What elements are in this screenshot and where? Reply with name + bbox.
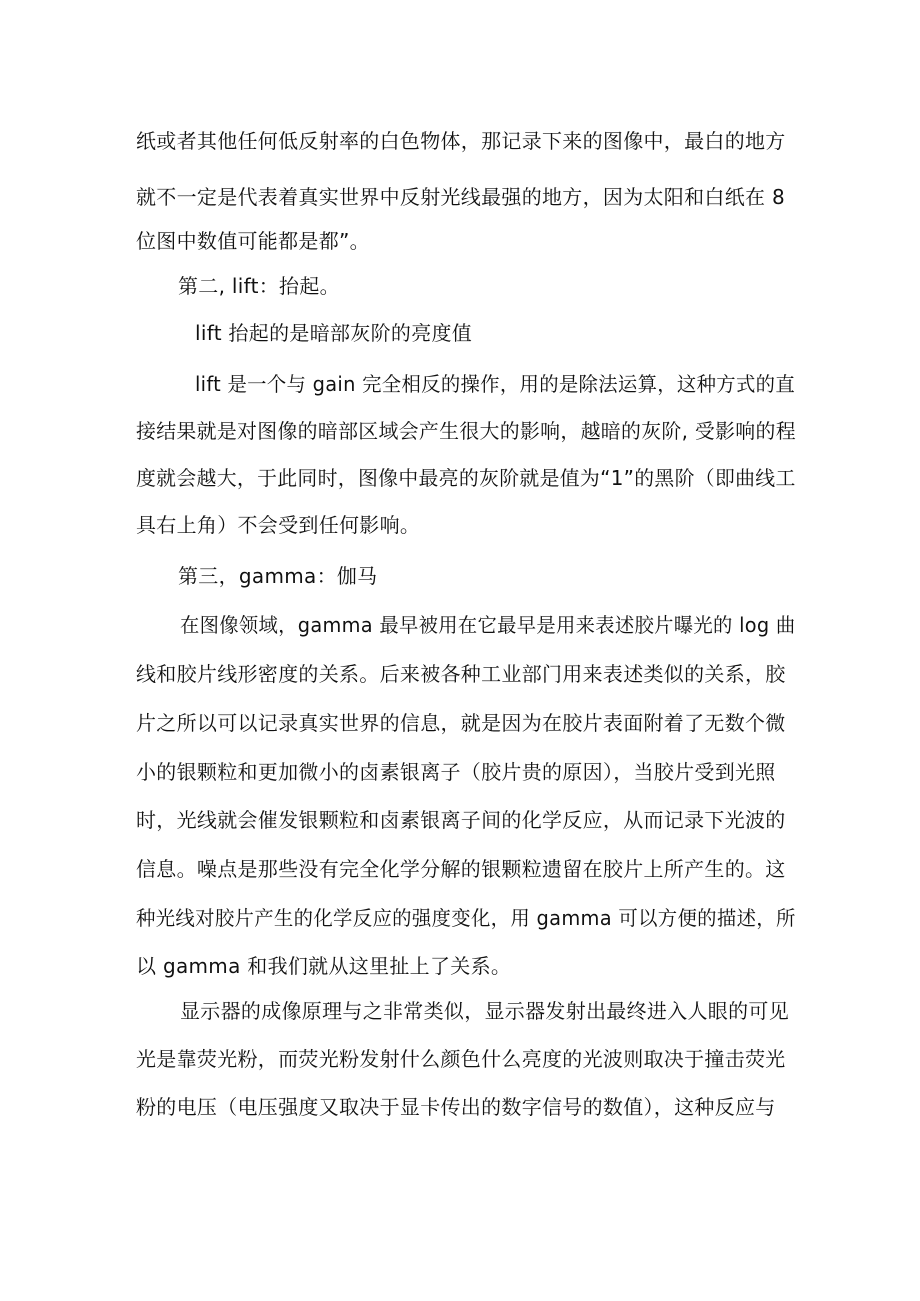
paragraph-line: 粉的电压（电压强度又取决于显卡传出的数字信号的数值），这种反应与 [136,1095,776,1119]
paragraph-line: 接结果就是对图像的暗部区域会产生很大的影响，越暗的灰阶, 受影响的程 [136,419,796,443]
paragraph-line: 就不一定是代表着真实世界中反射光线最强的地方，因为太阳和白纸在 8 [136,185,785,209]
paragraph-line: 片之所以可以记录真实世界的信息，就是因为在胶片表面附着了无数个微 [136,711,786,735]
paragraph-line: 具右上角）不会受到任何影响。 [136,513,421,537]
paragraph-line: 时，光线就会催发银颗粒和卤素银离子间的化学反应，从而记录下光波的 [136,808,786,832]
paragraph-line: 纸或者其他任何低反射率的白色物体，那记录下来的图像中，最白的地方 [136,129,786,153]
paragraph-line: 度就会越大，于此同时，图像中最亮的灰阶就是值为“1”的黑阶（即曲线工 [136,466,796,490]
paragraph-line: 以 gamma 和我们就从这里扯上了关系。 [136,954,512,978]
section-heading-gamma: 第三，gamma：伽马 [178,564,378,588]
paragraph-line: 信息。噪点是那些没有完全化学分解的银颗粒遗留在胶片上所产生的。这 [136,857,786,881]
paragraph-line: 光是靠荧光粉，而荧光粉发射什么颜色什么亮度的光波则取决于撞击荧光 [136,1047,786,1071]
paragraph-line: 线和胶片线形密度的关系。后来被各种工业部门用来表述类似的关系，胶 [136,662,786,686]
paragraph-line: 显示器的成像原理与之非常类似，显示器发射出最终进入人眼的可见 [180,999,789,1023]
paragraph-line: 在图像领域，gamma 最早被用在它最早是用来表述胶片曝光的 log 曲 [180,613,796,637]
paragraph-line: 小的银颗粒和更加微小的卤素银离子（胶片贵的原因），当胶片受到光照 [136,760,776,784]
paragraph-line: lift 是一个与 gain 完全相反的操作，用的是除法运算，这种方式的直 [195,372,795,396]
section-heading-lift: 第二, lift：抬起。 [178,274,340,298]
paragraph-line: 位图中数值可能都是都”。 [136,229,370,253]
paragraph-line: 种光线对胶片产生的化学反应的强度变化，用 gamma 可以方便的描述，所 [136,906,796,930]
paragraph-line: lift 抬起的是暗部灰阶的亮度值 [195,321,473,345]
